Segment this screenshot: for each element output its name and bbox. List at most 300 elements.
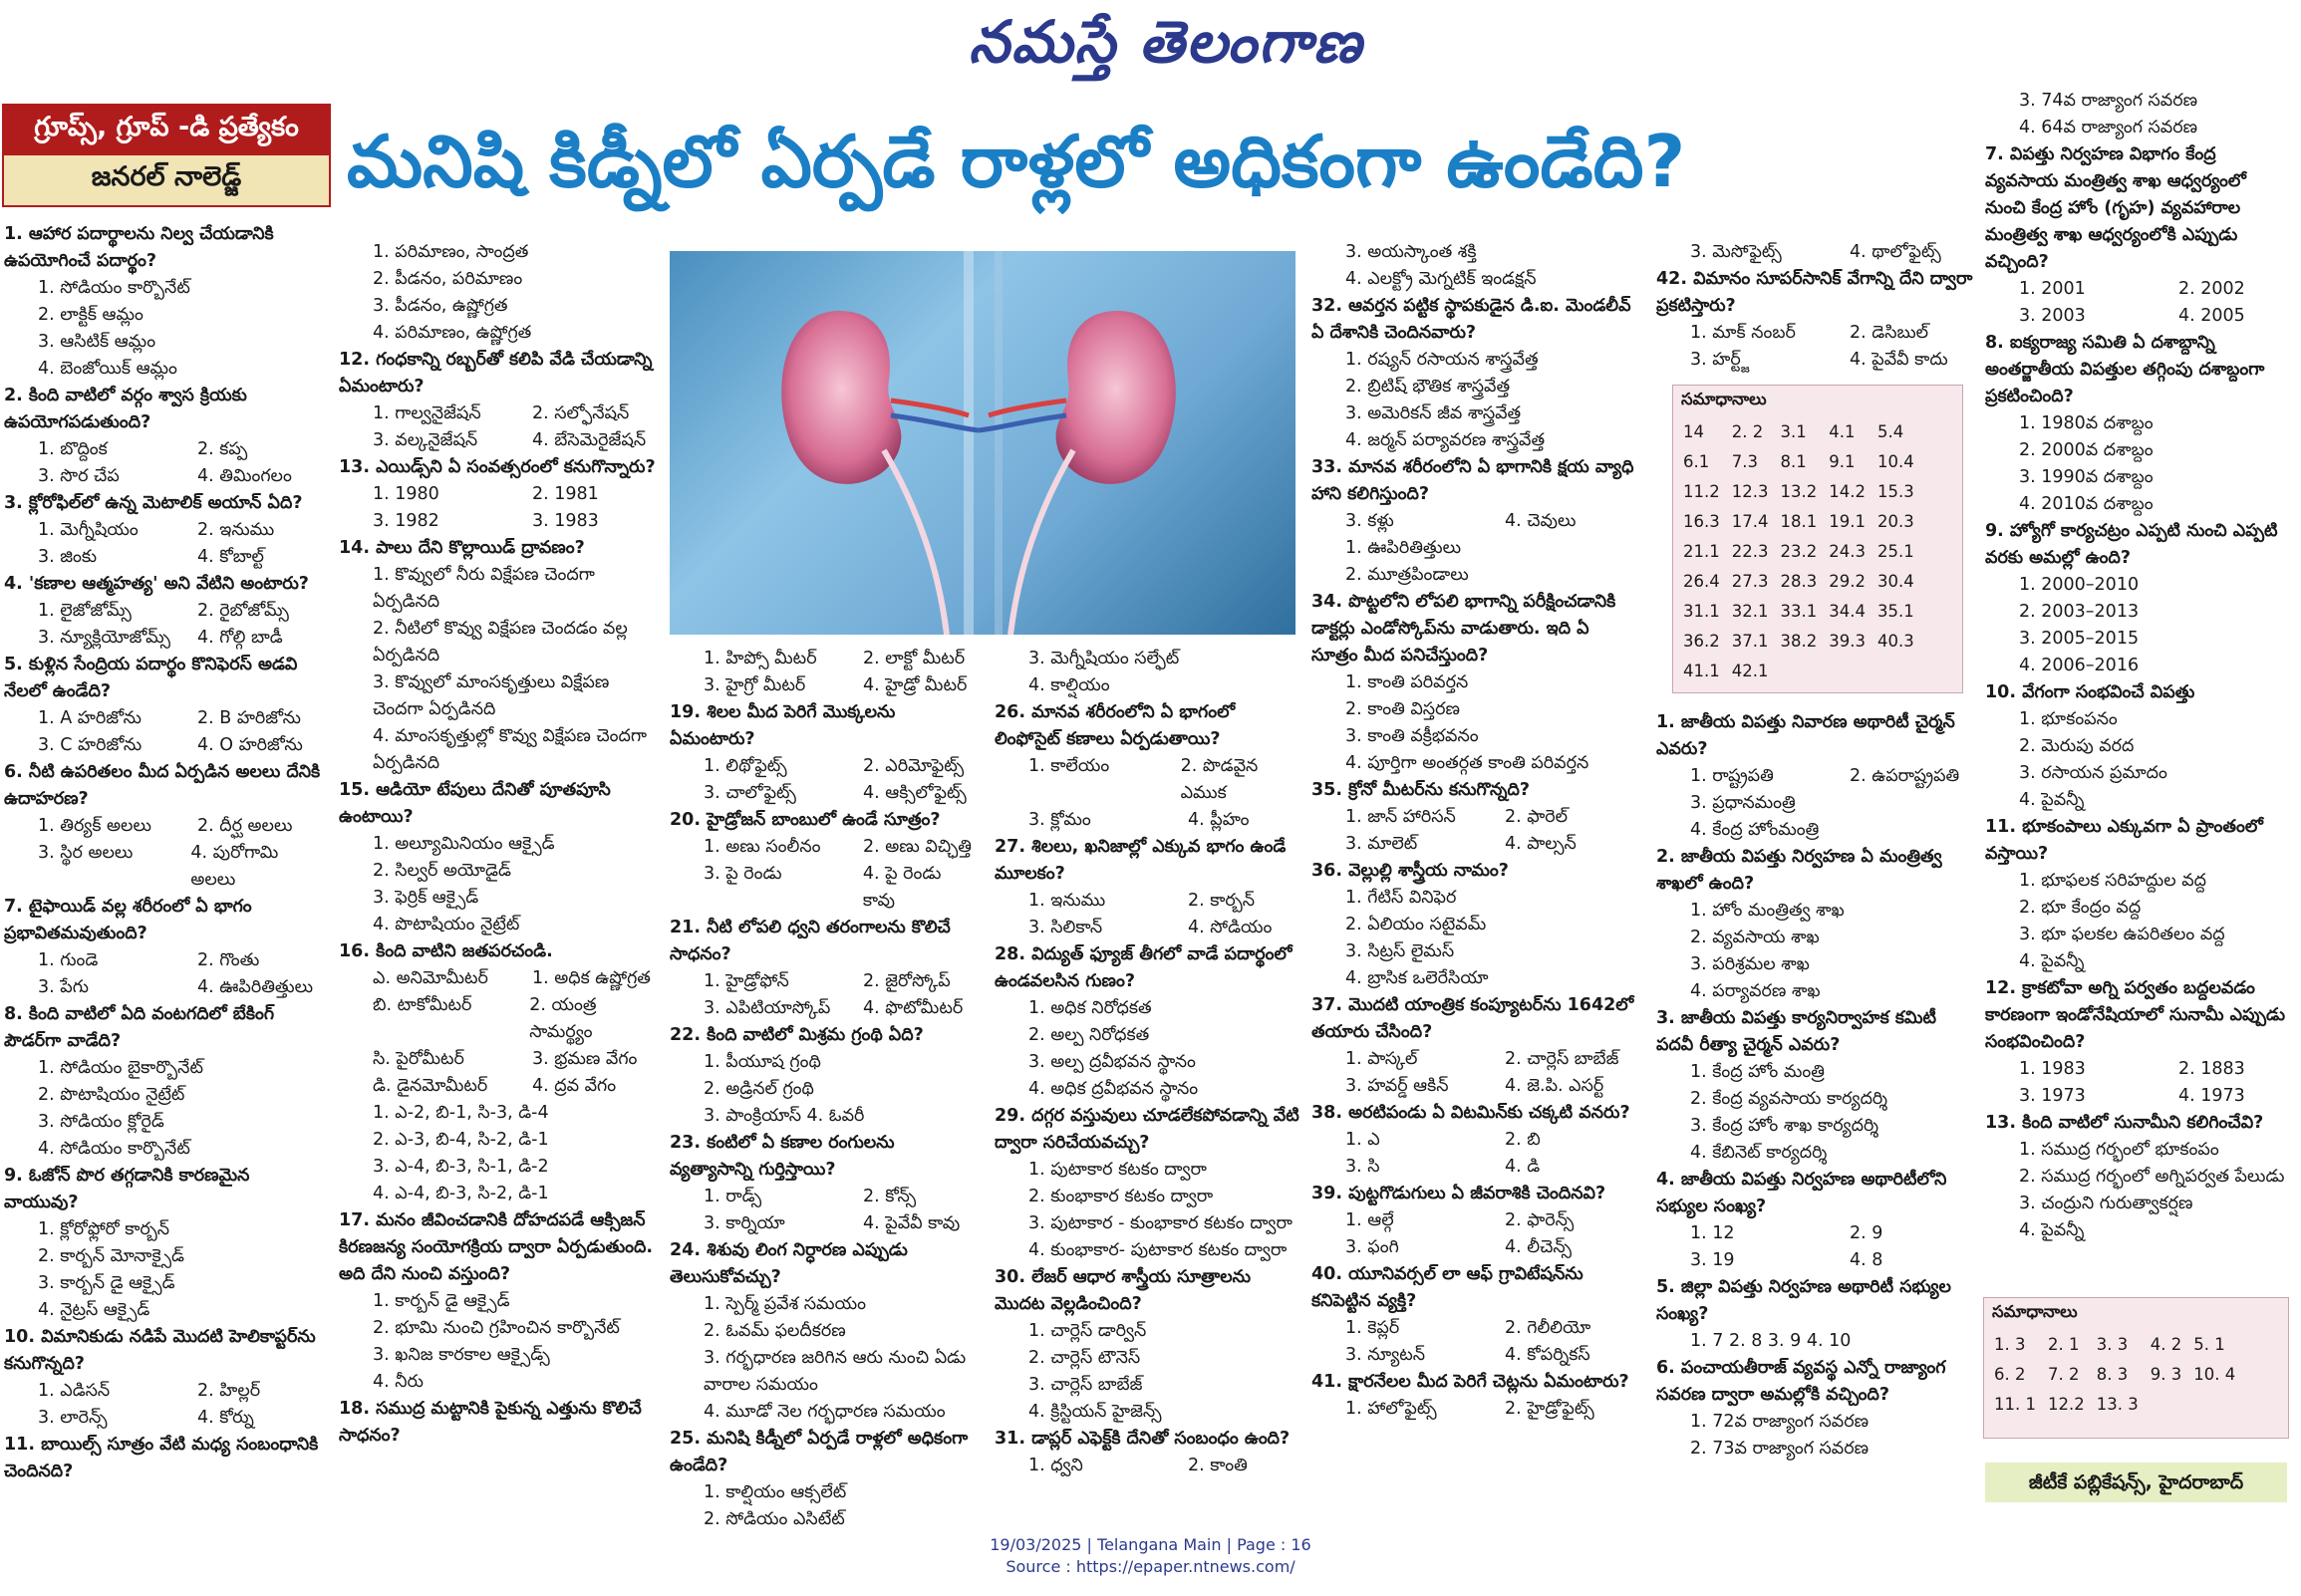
option-row	[1656, 320, 1975, 347]
answer-cell: 6.1	[1683, 451, 1710, 471]
option-row	[339, 427, 663, 454]
question-text: 39. పుట్టగొడుగులు ఏ జీవరాశికి చెందినవి?	[1311, 1184, 1606, 1203]
option-row	[4, 1378, 323, 1405]
option-text: 4. మూడో నెల గర్భధారణ సమయం	[704, 1402, 946, 1422]
question-text: 2. కింది వాటిలో వర్గం శ్వాస క్రియకు ఉపయోగపడుతుంది?	[4, 386, 247, 432]
option-text: 3. వల్కనైజేషన్	[373, 430, 478, 450]
option-text: 3. న్యూటన్	[1345, 1345, 1426, 1365]
option-text: 2. 2000వ దశాబ్దం	[2019, 440, 2154, 460]
option-text: 2. భూమి నుంచి గ్రహించిన కార్బొనేట్	[373, 1318, 620, 1338]
option-text: 4. జె.పి. ఎసర్ట్	[1505, 1076, 1604, 1096]
answer-cell: 13. 3	[2096, 1394, 2139, 1414]
option-text: 4. పరిమాణం, ఉష్ణోగ్రత	[373, 323, 532, 343]
option-text: 1. సోడియం బైకార్బొనేట్	[38, 1058, 203, 1078]
answer-key-title: సమాధానాలు	[1992, 1302, 2078, 1321]
question-block	[339, 938, 663, 1207]
option-text: 4. 1973	[2178, 1086, 2245, 1106]
answer-row	[1990, 1389, 2243, 1419]
question-block	[1985, 975, 2289, 1110]
option-text: 2. చార్లెస్ బాబేజ్	[1505, 1049, 1619, 1069]
answer-cell: 3.1	[1780, 421, 1807, 441]
option-text: 1. కాంతి పరివర్తన	[1345, 672, 1469, 692]
option-row	[1311, 1234, 1640, 1261]
option-text: 2. హిల్లర్	[197, 1381, 261, 1401]
question-text: 8. ఐక్యరాజ్య సమితి ఏ దశాబ్దాన్ని అంతర్జాతీయ విపత్తుల తగ్గింపు దశాబ్దంగా ప్రకటించింది?	[1985, 333, 2265, 406]
option-text: 3. భూ ఫలకల ఉపరితలం వద్ద	[2019, 925, 2225, 944]
question-text: 10. వేగంగా సంభవించే విపత్తు	[1985, 682, 2195, 702]
option-text: 3. అల్ప ద్రవీభవన స్థానం	[1028, 1052, 1196, 1072]
option-text: ఎ. అనిమోమీటర్	[373, 968, 488, 988]
answer-cell: 34.4	[1829, 601, 1866, 621]
question-text: 42. విమానం సూపర్‌సానిక్ వేగాన్ని దేని ద్వారా ప్రకటిస్తారు?	[1656, 269, 1973, 316]
option-text: 3. హర్ట్జ్	[1690, 350, 1750, 370]
question-block	[1985, 814, 2289, 975]
option-text: 1. పరిమాణం, సాంద్రత	[373, 242, 529, 262]
option-text: 1. 7 2. 8 3. 9 4. 10	[1690, 1331, 1852, 1351]
option-row	[339, 481, 663, 508]
option-text: 2. ఫారెన్స్	[1505, 1210, 1575, 1230]
question-text: 25. మనిషి కిడ్నీలో ఏర్పడే రాళ్లలో అధికంగా ఉండేది?	[670, 1429, 969, 1475]
answer-row	[1679, 596, 1922, 626]
option-text: 3. మెసోఫైట్స్	[1690, 242, 1782, 262]
question-block	[995, 941, 1303, 1103]
option-text: 2. బి	[1505, 1130, 1541, 1150]
answer-row	[1679, 476, 1922, 506]
option-text: 3. ప్రధానమంత్రి	[1690, 793, 1796, 813]
option-text: 4. పైవన్నీ	[2019, 951, 2085, 971]
question-block	[1985, 1110, 2289, 1244]
question-text: 41. క్షారనేలల మీద పెరిగే చెట్లను ఏమంటారు?	[1311, 1372, 1629, 1392]
option-text: 4. కేబినెట్ కార్యదర్శి	[1690, 1143, 1828, 1163]
answer-cell: 12.3	[1731, 481, 1769, 501]
option-text: 4. మాంసకృత్తుల్లో కొవ్వు విక్షేపణ చెందగా ఏర్పడినది	[373, 726, 648, 773]
option-text: 1. 1980	[373, 484, 439, 504]
answer-cell: 9. 3	[2150, 1364, 2182, 1384]
answer-cell: 3. 3	[2096, 1334, 2129, 1354]
option-text: 1. చార్లెస్ డార్విన్	[1028, 1321, 1147, 1341]
column-4	[995, 646, 1303, 1479]
option-row	[670, 780, 979, 807]
option-text: 2. ఇనుము	[197, 520, 275, 540]
answer-cell: 24.3	[1829, 541, 1866, 561]
option-text: 4. అధిక ద్రవీభవన స్థానం	[1028, 1079, 1199, 1099]
option-text: బి. టాకోమీటర్	[373, 995, 472, 1015]
option-row	[4, 625, 323, 652]
answer-cell: 8.1	[1780, 451, 1807, 471]
option-text: 1. క్లోరోఫ్లోరో కార్బన్	[38, 1219, 169, 1239]
option-text: 3. చాలోఫైట్స్	[704, 783, 796, 803]
question-block	[1311, 1100, 1640, 1181]
question-text: 38. అరటిపండు ఏ విటమిన్‌కు చక్కటి వనరు?	[1311, 1103, 1630, 1123]
option-text: 2. కప్ప	[197, 439, 248, 459]
question-block	[1311, 777, 1640, 858]
option-text: 2. ఎ-3, బి-4, సి-2, డి-1	[373, 1130, 549, 1150]
option-row	[1985, 276, 2289, 303]
question-text: 24. శిశువు లింగ నిర్ధారణ ఎప్పుడు తెలుసుకోవచ్చు?	[670, 1240, 908, 1287]
option-text: 2. హైడ్రోఫైట్స్	[1505, 1399, 1594, 1419]
option-text: 1. సముద్ర గర్భంలో భూకంపం	[2019, 1140, 2219, 1160]
question-block	[4, 571, 323, 652]
answer-key-title: సమాధానాలు	[1681, 390, 1767, 408]
question-text: 5. కుళ్లిన సేంద్రియ పదార్థం కొనిఫెరస్ అడవి నేలలో ఉండేది?	[4, 655, 298, 701]
option-text: 3. కేంద్ర హోం శాఖ కార్యదర్శి	[1690, 1116, 1879, 1136]
option-text: 4. థాలోఫైట్స్	[1850, 242, 1941, 262]
answer-cell: 23.2	[1780, 541, 1818, 561]
option-text: 4. పైవేవీ కావు	[863, 1213, 961, 1233]
option-text: 4. ఎలక్ట్రో మెగ్నటిక్ ఇండక్షన్	[1345, 269, 1537, 289]
option-text: 3. చంద్రుని గురుత్వాకర్షణ	[2019, 1194, 2193, 1213]
question-text: 21. నీటి లోపలి ధ్వని తరంగాలను కొలిచే సాధనం?	[670, 918, 951, 964]
option-text: 4. 64వ రాజ్యాంగ సవరణ	[2019, 118, 2198, 137]
option-text: 2. ఓవమ్ ఫలదీకరణ	[704, 1321, 846, 1341]
option-text: 3. సి	[1345, 1157, 1380, 1177]
option-text: 4. ఎ-4, బి-3, సి-2, డి-1	[373, 1184, 549, 1203]
question-block	[339, 535, 663, 777]
answer-cell: 8. 3	[2096, 1364, 2129, 1384]
answer-row	[1990, 1329, 2243, 1359]
answer-cell: 20.3	[1877, 511, 1914, 531]
option-text: డి. డైనమోమీటర్	[373, 1076, 488, 1096]
option-row	[4, 974, 323, 1001]
answer-cell: 29.2	[1829, 571, 1866, 591]
option-text: 1. 1980వ దశాబ్దం	[2019, 413, 2154, 433]
answer-cell: 11. 1	[1994, 1394, 2036, 1414]
question-text: 6. పంచాయతీరాజ్ వ్యవస్థ ఎన్నో రాజ్యాంగ సవరణ ద్వారా అమల్లోకి వచ్చింది?	[1656, 1358, 1946, 1405]
option-text: 1. 2000–2010	[2019, 575, 2140, 595]
option-row	[1311, 1207, 1640, 1234]
answer-cell: 39.3	[1829, 631, 1866, 651]
question-block	[670, 807, 979, 915]
question-text: 4. జాతీయ విపత్తు నిర్వహణ అథారిటీలోని సభ్యుల సంఖ్య?	[1656, 1170, 1947, 1216]
option-row	[1311, 1315, 1640, 1342]
question-block	[1311, 454, 1640, 589]
question-block	[339, 347, 663, 454]
answer-cell: 36.2	[1683, 631, 1720, 651]
option-text: 4. ఊపిరితిత్తులు	[197, 977, 314, 997]
question-text: 40. యూనివర్సల్ లా ఆఫ్ గ్రావిటేషన్‌ను కనిపెట్టిన వ్యక్తి?	[1311, 1264, 1583, 1311]
answer-cell: 13.2	[1780, 481, 1818, 501]
option-text: 1. కాలేయం	[1028, 756, 1110, 776]
question-text: 32. ఆవర్తన పట్టిక స్థాపకుడైన డి.ఐ. మెండలీవ్ ఏ దేశానికి చెందినవారు?	[1311, 296, 1631, 343]
option-text: 3. పరిశ్రమల శాఖ	[1690, 954, 1810, 974]
answer-row	[1679, 656, 1922, 685]
option-text: 1. అణు సంలీనం	[704, 837, 821, 857]
option-text: 1. పాస్కల్	[1345, 1049, 1418, 1069]
option-text: 1. భూకంపనం	[2019, 709, 2118, 729]
option-row	[1311, 1046, 1640, 1073]
column-6-bottom	[1656, 709, 1975, 1463]
answer-cell: 42.1	[1731, 661, 1769, 680]
option-text: 4. కుంభాకార- పుటాకార కటకం ద్వారా	[1028, 1240, 1288, 1260]
question-block	[4, 1001, 323, 1163]
option-text: 4. నైట్రస్ ఆక్సైడ్	[38, 1300, 150, 1320]
option-text: 4. సోడియం కార్బొనేట్	[38, 1139, 190, 1159]
option-text: 3. 1982	[373, 511, 439, 531]
option-text: 1. అల్యూమినియం ఆక్సైడ్	[373, 834, 555, 854]
option-text: 3. ఎపిటియాస్కోప్	[704, 998, 831, 1018]
answer-cell: 22.3	[1731, 541, 1769, 561]
question-block	[995, 834, 1303, 941]
option-text: 4. హైడ్రో మీటర్	[863, 675, 968, 695]
option-text: 2. కోన్స్	[863, 1187, 917, 1206]
question-text: 29. దగ్గర వస్తువులు చూడలేకపోవడాన్ని వేటి ద్వారా సరిచేయవచ్చు?	[995, 1106, 1299, 1153]
option-text: 4. పైవన్నీ	[2019, 790, 2085, 810]
answer-row	[1679, 566, 1922, 596]
option-text: 2. 2002	[2178, 279, 2245, 299]
answer-cell: 18.1	[1780, 511, 1818, 531]
question-text: 6. నీటి ఉపరితలం మీద ఏర్పడిన అలలు దేనికి ఉదాహరణ?	[4, 762, 321, 809]
option-text: 4. 2005	[2178, 306, 2245, 326]
question-text: 9. ఓజోన్ పొర తగ్గడానికి కారణమైన వాయువు?	[4, 1166, 250, 1212]
question-block	[339, 239, 663, 347]
option-text: 4. పై రెండు కావు	[862, 864, 942, 911]
option-text: 2. కుంభాకార కటకం ద్వారా	[1028, 1187, 1214, 1206]
option-text: 3. మాలెట్	[1345, 834, 1418, 854]
option-text: 2. 9	[1850, 1223, 1883, 1243]
answer-cell: 5.4	[1877, 421, 1904, 441]
question-block	[4, 652, 323, 759]
question-text: 12. క్రాకటోవా అగ్ని పర్వతం బద్దలవడం కారణంగా ఇండోనేషియాలో సునామీ ఎప్పుడు సంభవించింది?	[1985, 978, 2286, 1052]
option-text: 1. 1983	[2019, 1059, 2086, 1079]
option-row	[4, 517, 323, 544]
option-text: 2. 1981	[532, 484, 599, 504]
option-text: 2. ఏలియం సటైవమ్	[1345, 915, 1487, 934]
answer-cell: 10.4	[1877, 451, 1914, 471]
option-text: 2. అడ్రినల్ గ్రంథి	[704, 1079, 814, 1099]
answer-row	[1679, 536, 1922, 566]
question-block	[670, 699, 979, 807]
option-text: 3. పుటాకార - కుంభాకార కటకం ద్వారా	[1028, 1213, 1293, 1233]
option-text: 1. గేటిస్ వినిఫెర	[1345, 888, 1457, 908]
option-text: 2. పొటాషియం నైట్రేట్	[38, 1085, 185, 1105]
column-3	[670, 646, 979, 1533]
question-block	[4, 759, 323, 894]
question-text: 14. పాలు దేని కొల్లాయిడ్ ద్రావణం?	[339, 538, 585, 558]
question-block	[339, 454, 663, 535]
answer-cell: 14.2	[1829, 481, 1866, 501]
option-row	[1985, 303, 2289, 330]
answer-cell: 4.1	[1829, 421, 1856, 441]
option-text: 3. 1990వ దశాబ్దం	[2019, 467, 2154, 487]
answer-row	[1679, 416, 1922, 446]
option-text: 2. లాక్టిక్ ఆమ్లం	[38, 305, 144, 325]
option-text: 1. లైజోజోమ్స్	[38, 601, 132, 621]
answer-cell: 40.3	[1877, 631, 1914, 651]
question-text: 4. 'కణాల ఆత్మహత్య' అని వేటిని అంటారు?	[4, 574, 309, 594]
question-text: 1. ఆహార పదార్థాలను నిల్వ చేయడానికి ఉపయోగించే పదార్థం?	[4, 224, 274, 271]
question-block	[1985, 518, 2289, 679]
question-text: 11. భూకంపాలు ఎక్కువగా ఏ ప్రాంతంలో వస్తాయి?	[1985, 817, 2263, 864]
option-text: 3. పాంక్రియాస్ 4. ఓవరీ	[704, 1106, 865, 1126]
option-row	[339, 508, 663, 535]
option-row	[670, 995, 979, 1022]
option-text: 4. బేసెమెరైజేషన్	[532, 430, 647, 450]
option-text: 1. అధిక నిరోధకత	[1028, 998, 1152, 1018]
answer-cell: 32.1	[1731, 601, 1769, 621]
option-row	[670, 968, 979, 995]
option-row	[1311, 1396, 1640, 1423]
option-row	[995, 753, 1303, 807]
answer-cell: 30.4	[1877, 571, 1914, 591]
question-block	[1311, 992, 1640, 1100]
question-text: 10. విమానికుడు నడిపే మొదటి హెలికాప్టర్‌ను కనుగొన్నది?	[4, 1327, 316, 1374]
option-row	[1311, 1342, 1640, 1369]
option-text: 2. అల్ప నిరోధకత	[1028, 1025, 1150, 1045]
option-row	[4, 732, 323, 759]
option-text: 2. చార్లెస్ టౌనెస్	[1028, 1348, 1141, 1368]
option-text: 4. కోర్ను	[197, 1408, 254, 1428]
answer-row	[1679, 626, 1922, 656]
option-text: 2. 1883	[2178, 1059, 2245, 1079]
option-row	[1656, 1247, 1975, 1274]
answer-cell: 6. 2	[1994, 1364, 2026, 1384]
option-text: 3. పై రెండు	[704, 864, 782, 884]
question-text: 13. కింది వాటిలో సునామీని కలిగించేవి?	[1985, 1113, 2264, 1133]
option-text: 3. పీడనం, ఉష్ణోగ్రత	[373, 296, 508, 316]
answer-cell: 11.2	[1683, 481, 1720, 501]
option-text: 4. బెంజోయిక్ ఆమ్లం	[38, 359, 177, 379]
option-text: 1. సోడియం కార్బొనేట్	[38, 278, 190, 298]
answer-cell	[1873, 656, 1922, 685]
question-block	[995, 1426, 1303, 1479]
question-text: 11. బాయిల్స్ సూత్రం వేటి మధ్య సంబంధానికి చెందినది?	[4, 1435, 319, 1481]
option-text: 1. కార్బన్ డై ఆక్సైడ్	[373, 1291, 510, 1311]
question-text: 28. విద్యుత్ ఫ్యూజ్ తీగలో వాడే పదార్థంలో ఉండవలసిన గుణం?	[995, 944, 1293, 991]
answer-cell	[1825, 656, 1873, 685]
question-text: 7. టైఫాయిడ్ వల్ల శరీరంలో ఏ భాగం ప్రభావితమవుతుంది?	[4, 897, 252, 943]
option-text: 3. హవర్డ్ ఆకిన్	[1345, 1076, 1449, 1096]
option-row	[4, 436, 323, 463]
option-text: 4. O హరిజోను	[197, 735, 303, 755]
answer-row	[1679, 506, 1922, 536]
answer-row	[1990, 1359, 2243, 1389]
option-text: 3. అయస్కాంత శక్తి	[1345, 242, 1477, 262]
option-text: 1. ఇనుము	[1028, 891, 1106, 911]
option-text: 3. సిట్రస్ లైమస్	[1345, 941, 1455, 961]
question-block	[1656, 709, 1975, 844]
question-block	[1656, 239, 1975, 266]
option-text: 1. జాన్ హారిసన్	[1345, 807, 1456, 827]
option-text: 3. న్యూక్లియోజోమ్స్	[38, 628, 170, 648]
option-text: 4. పొటాషియం నైట్రేట్	[373, 915, 520, 934]
option-text: 3. రసాయన ప్రమాదం	[2019, 763, 2167, 783]
answer-cell: 4. 2	[2150, 1334, 2182, 1354]
option-text: 3. పేగు	[38, 977, 89, 997]
answer-cell: 1. 3	[1994, 1334, 2026, 1354]
option-text: 1. భూఫలక సరిహద్దుల వద్ద	[2019, 871, 2206, 891]
option-text: 2. B హరిజోను	[197, 708, 301, 728]
question-block	[995, 646, 1303, 699]
answer-cell: 12.2	[2047, 1394, 2085, 1414]
question-text: 33. మానవ శరీరంలోని ఏ భాగానికి క్షయ వ్యాధి హాని కలిగిస్తుంది?	[1311, 457, 1634, 504]
option-text: 4. పైవేవీ కాదు	[1850, 350, 1948, 370]
question-text: 34. పొట్టలోని లోపలి భాగాన్ని పరీక్షించడానికి డాక్టర్లు ఎండోస్కోప్‌ను వాడుతారు. ఇది ఏ సూత్రం మీద పనిచేస్తుంది?	[1311, 592, 1616, 665]
question-block	[4, 1432, 323, 1485]
option-text: 3. హైగ్రో మీటర్	[704, 675, 806, 695]
question-text: 17. మనం జీవించడానికి దోహదపడే ఆక్సిజన్ కిరణజన్య సంయోగక్రియ ద్వారా ఏర్పడుతుంది. అది దేని నుంచి వస్తుంది?	[339, 1210, 654, 1284]
option-row	[1311, 831, 1640, 858]
option-text: 3. ఫెర్రిక్ ఆక్సైడ్	[373, 888, 479, 908]
option-text: 2. మూత్రపిండాలు	[1345, 565, 1469, 585]
question-block	[670, 646, 979, 699]
option-text: 1. A హరిజోను	[38, 708, 142, 728]
option-text: 1. గాల్వనైజేషన్	[373, 403, 481, 423]
option-row	[1656, 1220, 1975, 1247]
option-text: 2. డెసిబుల్	[1850, 323, 1929, 343]
answer-cell: 15.3	[1877, 481, 1914, 501]
option-text: 3. కార్నియా	[704, 1213, 785, 1233]
option-text: 4. నీరు	[373, 1372, 424, 1392]
option-text: 4. 2010వ దశాబ్దం	[2019, 494, 2154, 514]
answer-cell	[1777, 656, 1826, 685]
option-row	[4, 1405, 323, 1432]
option-text: 1. గుండె	[38, 950, 99, 970]
question-text: 13. ఎయిడ్స్‌ని ఏ సంవత్సరంలో కనుగొన్నారు?	[339, 457, 656, 477]
question-block	[1311, 1261, 1640, 1369]
footer-date-line: 19/03/2025 | Telangana Main | Page : 16	[990, 1535, 1311, 1554]
question-text: 30. లేజర్ ఆధార శాస్త్రీయ సూత్రాలను మొదట వెల్లడించింది?	[995, 1267, 1252, 1314]
answer-cell: 19.1	[1829, 511, 1866, 531]
column-5	[1311, 239, 1640, 1423]
answer-cell: 14	[1683, 421, 1704, 441]
question-block	[1311, 1369, 1640, 1423]
option-text: 3. సిలికాన్	[1028, 918, 1103, 937]
option-text: 2. సముద్ర గర్భంలో అగ్నిపర్వత పేలుడు	[2019, 1167, 2285, 1187]
answer-cell: 2. 2	[1731, 421, 1764, 441]
option-text: 2. పొడవైన ఎముక	[1180, 756, 1259, 803]
answer-cell: 41.1	[1683, 661, 1720, 680]
question-block	[670, 1022, 979, 1130]
option-text: 2. అణు విచ్ఛిత్తి	[863, 837, 972, 857]
option-text: 1. పీయూష గ్రంథి	[704, 1052, 821, 1072]
option-text: 2. ఫారెల్	[1505, 807, 1569, 827]
column-1	[4, 221, 323, 1485]
column-7	[1985, 88, 2289, 1244]
option-text: 3. 2005–2015	[2019, 629, 2140, 649]
question-text: 36. వెల్లుల్లి శాస్త్రీయ నామం?	[1311, 861, 1509, 881]
option-row	[670, 753, 979, 780]
option-text: 3. ఆసిటిక్ ఆమ్లం	[38, 332, 156, 352]
option-text: 3. 1973	[2019, 1086, 2086, 1106]
question-text: 2. జాతీయ విపత్తు నిర్వహణ ఏ మంత్రిత్వ శాఖలో ఉంది?	[1656, 847, 1942, 894]
question-text: 19. శిలల మీద పెరిగే మొక్కలను ఏమంటారు?	[670, 702, 896, 749]
option-text: 3. సొర చేప	[38, 466, 120, 486]
option-text: 3. గర్భధారణ జరిగిన ఆరు నుంచి ఏడు వారాల సమయం	[704, 1348, 967, 1395]
option-text: 1. ఆల్గే	[1345, 1210, 1394, 1230]
answer-key-box-2	[1983, 1297, 2289, 1439]
option-row	[1311, 1073, 1640, 1100]
option-row	[4, 813, 323, 840]
question-text: 20. హైడ్రోజన్ బాంబులో ఉండే సూత్రం?	[670, 810, 941, 830]
question-block	[4, 383, 323, 490]
answer-cell: 31.1	[1683, 601, 1720, 621]
question-block	[4, 221, 323, 383]
question-text: 3. జాతీయ విపత్తు కార్యనిర్వాహక కమిటీ పదవీ రీత్యా చైర్మన్ ఎవరు?	[1656, 1008, 1937, 1055]
option-row	[339, 400, 663, 427]
option-text: 4. పర్యావరణ శాఖ	[1690, 981, 1821, 1001]
option-text: 1. తిర్యక్ అలలు	[38, 816, 151, 836]
answer-cell: 38.2	[1780, 631, 1818, 651]
option-text: 1. ధ్వని	[1028, 1456, 1083, 1475]
option-text: 4. సోడియం	[1188, 918, 1273, 937]
option-row	[670, 1184, 979, 1210]
answer-cell: 16.3	[1683, 511, 1720, 531]
option-text: 4. 2006–2016	[2019, 656, 2140, 675]
option-text: 4. కాల్షియం	[1028, 675, 1110, 695]
option-text: 1. 2001	[2019, 279, 2086, 299]
option-text: 2. సల్ఫోనేషన్	[532, 403, 630, 423]
option-row	[1985, 1056, 2289, 1083]
